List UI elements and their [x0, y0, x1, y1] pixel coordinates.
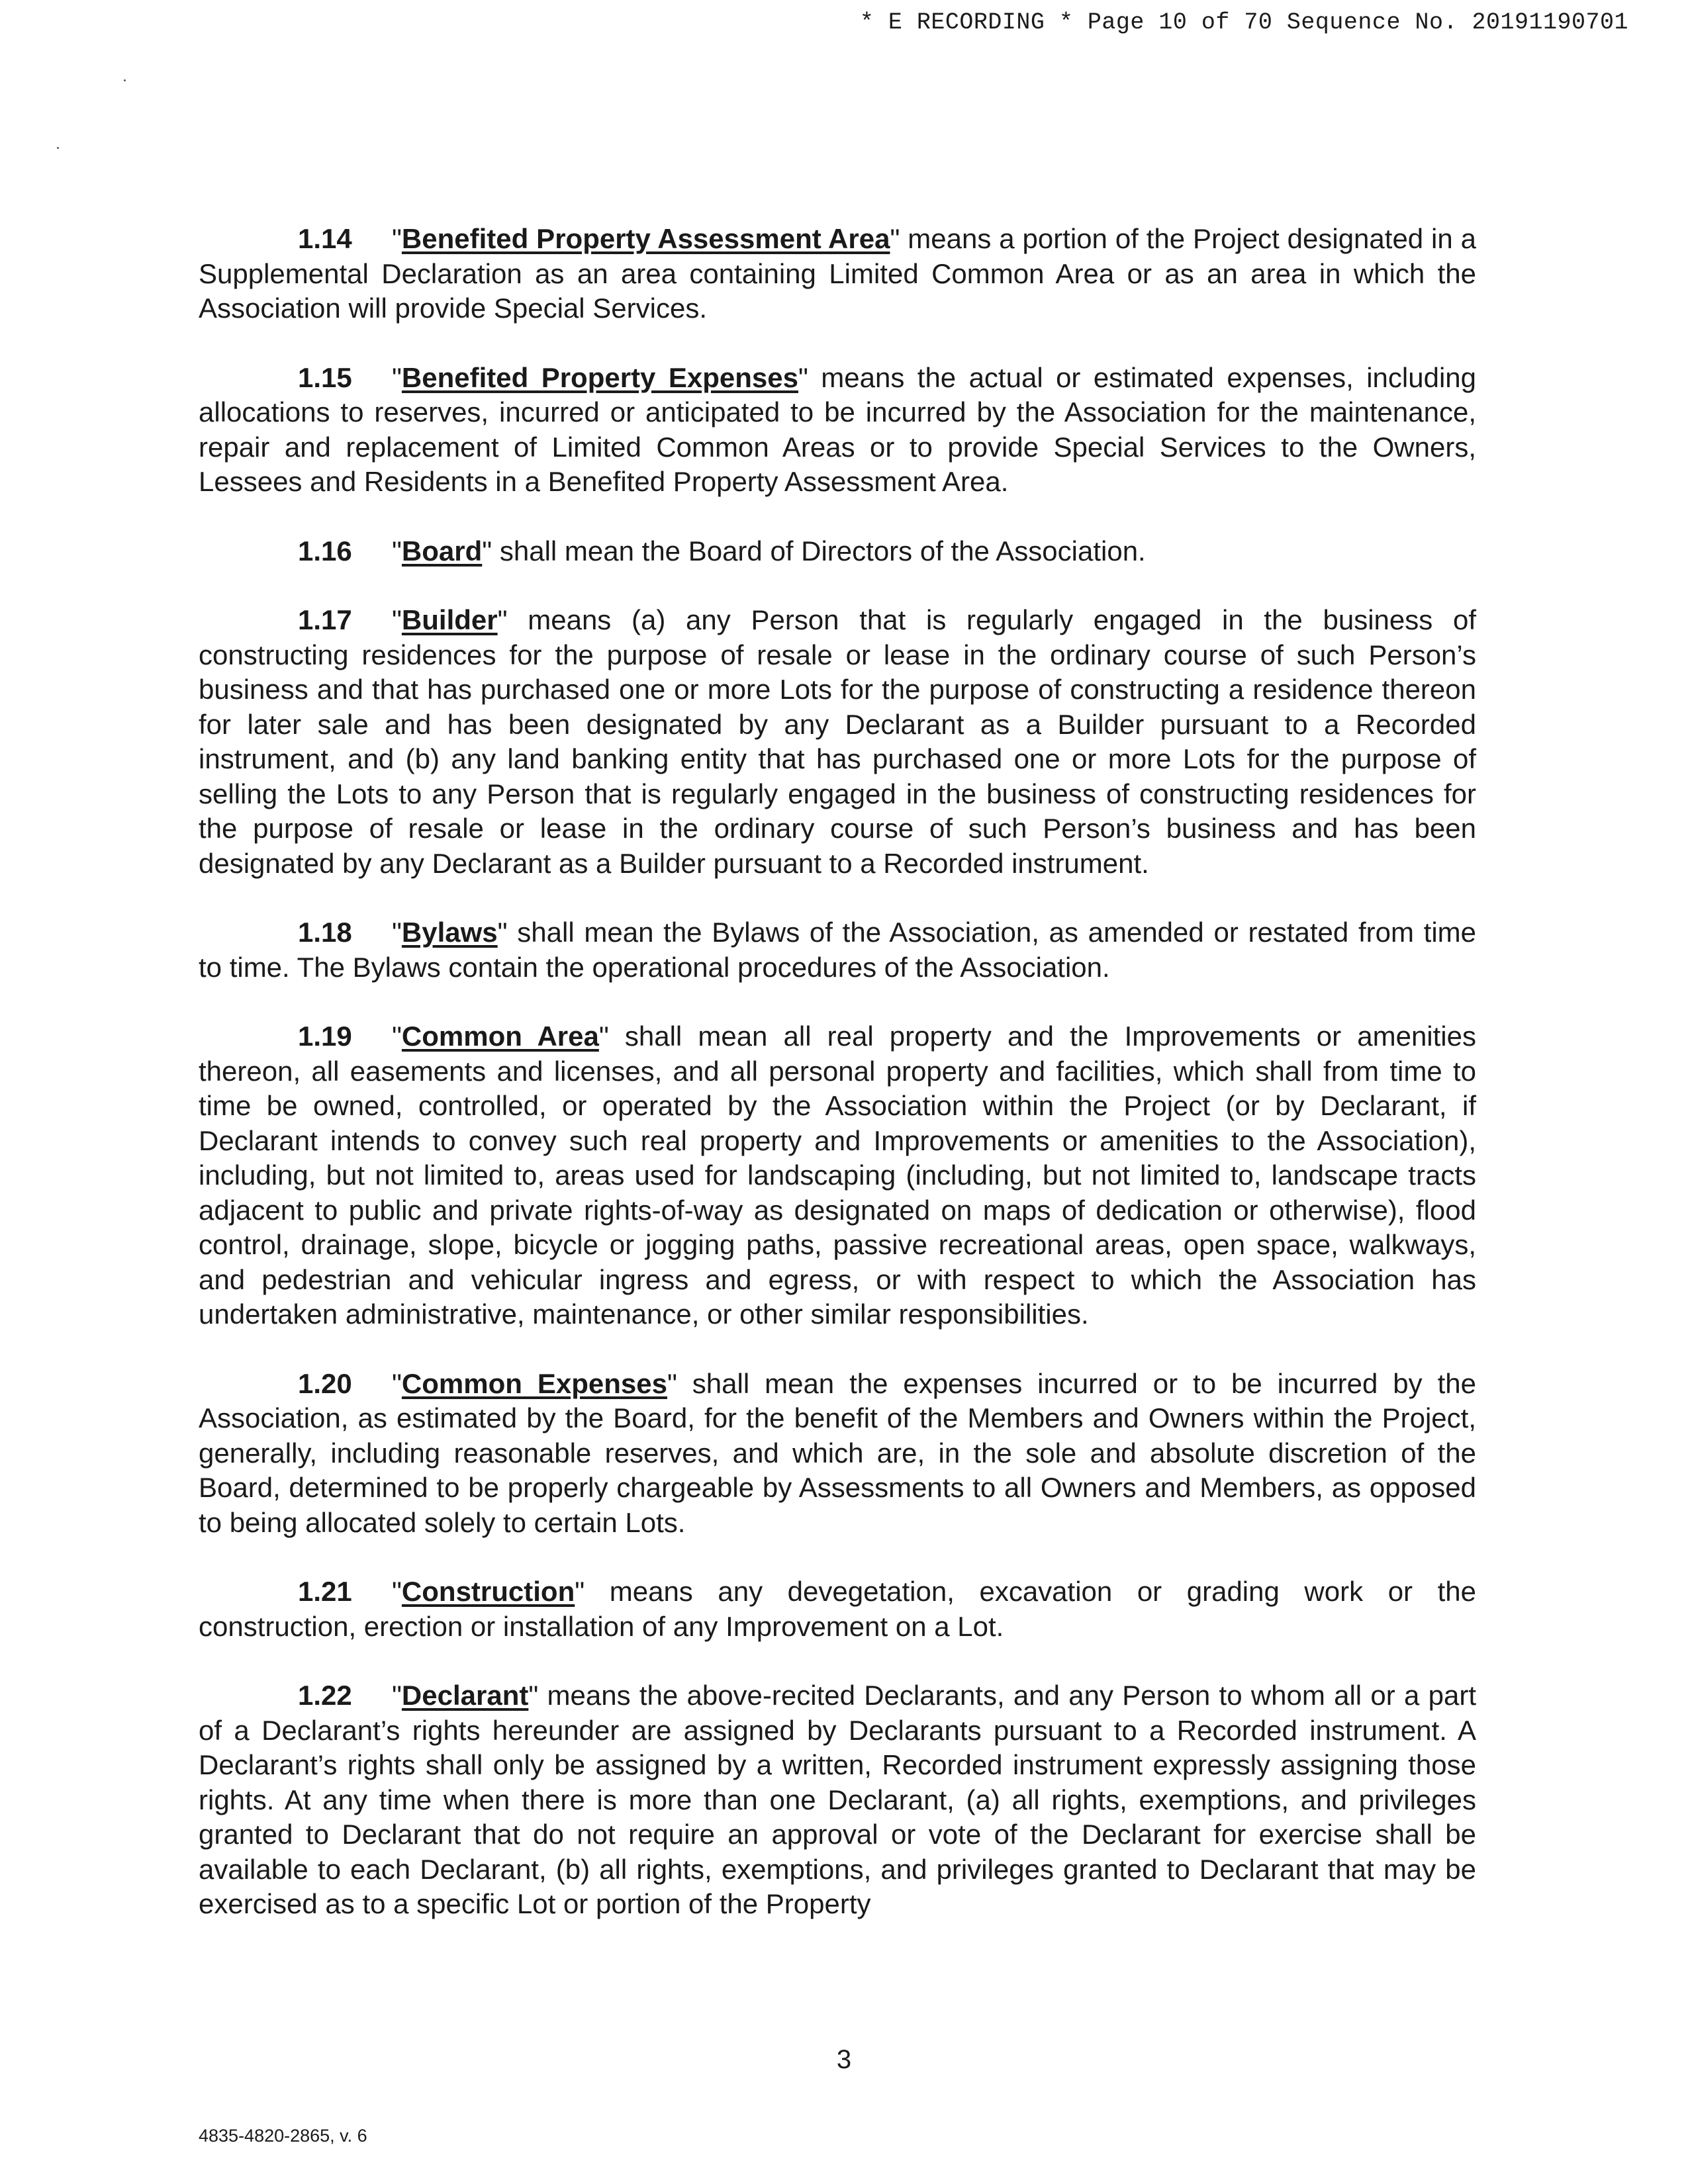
definition-text: means (a) any Person that is regularly engaged in the business of constructing residences for the purpose of resale or lease in the ordinary course of such Person’s business and that has purchased one or more Lots for the purpose of constructing a residence thereon for later sale and has been designated by any Declarant as a Builder pursuant to a Recorded instrument, and (b) any land banking entity that has purchased one or more Lots for the purpose of selling the Lots to any Person that is regularly engaged in the business of constructing residences for the purpose of resale or lease in the ordinary course of such Person’s business and has been designated by any Declarant as a Builder pursuant to a Recorded instrument.	[199, 604, 1476, 879]
document-id: 4835-4820-2865, v. 6	[199, 2126, 367, 2146]
definition-text: shall mean the Bylaws of the Association, as amended or restated from time to time. The Bylaws contain the operational procedures of the Association.	[199, 917, 1476, 983]
section-number: 1.15	[298, 361, 352, 393]
defined-term: Builder	[401, 604, 498, 635]
section-number: 1.18	[298, 917, 352, 948]
definition-text: shall mean the expenses incurred or to be incurred by the Association, as estimated by the Board, for the benefit of the Members and Owners within the Project, generally, including reasonable reserves, and which are, in the sole and absolute discretion of the Board, determined to be properly chargeable by Assessments to all Owners and Members, as opposed to being allocated solely to certain Lots.	[199, 1367, 1476, 1538]
definition-paragraph: 1.20 "Common Expenses" shall mean the expenses incurred or to be incurred by the Association, as estimated by the Board, for the benefit of the Members and Owners within the Project, generally, including reasonable reserves, and which are, in the sole and absolute discretion of the Board, determined to be properly chargeable by Assessments to all Owners and Members, as opposed to being allocated solely to certain Lots.	[199, 1367, 1476, 1538]
section-number: 1.21	[298, 1576, 352, 1607]
defined-term: Common Area	[401, 1021, 599, 1052]
defined-term: Declarant	[401, 1680, 529, 1711]
definition-text: shall mean the Board of Directors of the Association.	[492, 535, 1146, 567]
defined-term: Common Expenses	[401, 1367, 667, 1399]
scan-speck	[124, 79, 126, 81]
e-recording-header: * E RECORDING * Page 10 of 70 Sequence No. 20191190701	[859, 9, 1628, 36]
definition-paragraph: 1.18 "Bylaws" shall mean the Bylaws of the Association, as amended or restated from time to time. The Bylaws contain the operational procedures of the Association.	[199, 917, 1476, 983]
definition-text: means the actual or estimated expenses, including allocations to reserves, incurred or anticipated to be incurred by the Association for the maintenance, repair and replacement of Limited Common Areas or to provide Special Services to the Owners, Lessees and Residents in a Benefited Property Assessment Area.	[199, 361, 1476, 497]
definition-text: means any devegetation, excavation or grading work or the construction, erection or installation of any Improvement on a Lot.	[199, 1576, 1476, 1642]
definition-text: shall mean all real property and the Improvements or amenities thereon, all easements and licenses, and all personal property and facilities, which shall from time to time be owned, controlled, or operated by the Association within the Project (or by Declarant, if Declarant intends to convey such real property and Improvements or amenities to the Association), including, but not limited to, areas used for landscaping (including, but not limited to, landscape tracts adjacent to public and private rights-of-way as designated on maps of dedication or otherwise), flood control, drainage, slope, bicycle or jogging paths, passive recreational areas, open space, walkways, and pedestrian and vehicular ingress and egress, or with respect to which the Association has undertaken administrative, maintenance, or other similar responsibilities.	[199, 1021, 1476, 1330]
section-number: 1.14	[298, 223, 352, 254]
definition-paragraph: 1.15 "Benefited Property Expenses" means the actual or estimated expenses, including allocations to reserves, incurred or anticipated to be incurred by the Association for the maintenance, repair and replacement of Limited Common Areas or to provide Special Services to the Owners, Lessees and Residents in a Benefited Property Assessment Area.	[199, 361, 1476, 497]
definition-paragraph: 1.22 "Declarant" means the above-recited Declarants, and any Person to whom all or a part of a Declarant’s rights hereunder are assigned by Declarants pursuant to a Recorded instrument. A Declarant’s rights shall only be assigned by a written, Recorded instrument expressly assigning those rights. At any time when there is more than one Declarant, (a) all rights, exemptions, and privileges granted to Declarant that do not require an approval or vote of the Declarant for exercise shall be available to each Declarant, (b) all rights, exemptions, and privileges granted to Declarant that may be exercised as to a specific Lot or portion of the Property	[199, 1680, 1476, 1919]
definition-text: means the above-recited Declarants, and any Person to whom all or a part of a Declarant’s rights hereunder are assigned by Declarants pursuant to a Recorded instrument. A Declarant’s rights shall only be assigned by a written, Recorded instrument expressly assigning those rights. At any time when there is more than one Declarant, (a) all rights, exemptions, and privileges granted to Declarant that do not require an approval or vote of the Declarant for exercise shall be available to each Declarant, (b) all rights, exemptions, and privileges granted to Declarant that may be exercised as to a specific Lot or portion of the Property	[199, 1680, 1476, 1919]
defined-term: Construction	[401, 1576, 575, 1607]
definition-text: means a portion of the Project designated in a Supplemental Declaration as an area containing Limited Common Area or as an area in which the Association will provide Special Services.	[199, 223, 1477, 324]
definition-paragraph: 1.16 "Board" shall mean the Board of Directors of the Association.	[199, 534, 1476, 569]
defined-term: Board	[401, 535, 483, 567]
section-number: 1.22	[298, 1680, 352, 1711]
defined-term: Benefited Property Expenses	[401, 361, 798, 393]
section-number: 1.19	[298, 1021, 352, 1052]
scan-speck	[57, 147, 59, 149]
section-number: 1.16	[298, 535, 352, 567]
definition-paragraph: 1.19 "Common Area" shall mean all real property and the Improvements or amenities thereon, all easements and licenses, and all personal property and facilities, which shall from time to time be owned, controlled, or operated by the Association within the Project (or by Declarant, if Declarant intends to convey such real property and Improvements or amenities to the Association), including, but not limited to, areas used for landscaping (including, but not limited to, landscape tracts adjacent to public and private rights-of-way as designated on maps of dedication or otherwise), flood control, drainage, slope, bicycle or jogging paths, passive recreational areas, open space, walkways, and pedestrian and vehicular ingress and egress, or with respect to which the Association has undertaken administrative, maintenance, or other similar responsibilities.	[199, 1021, 1476, 1330]
page-number: 3	[836, 2045, 852, 2074]
defined-term: Benefited Property Assessment Area	[401, 223, 890, 254]
defined-term: Bylaws	[401, 917, 498, 948]
definition-paragraph: 1.21 "Construction" means any devegetation, excavation or grading work or the construction, erection or installation of any Improvement on a Lot.	[199, 1576, 1476, 1642]
section-number: 1.17	[298, 604, 352, 635]
definition-paragraph: 1.14 "Benefited Property Assessment Area" means a portion of the Project designated in a Supplemental Declaration as an area containing Limited Common Area or as an area in which the Association will provide Special Services.	[199, 223, 1477, 324]
definitions-body	[199, 222, 1476, 1956]
definition-paragraph: 1.17 "Builder" means (a) any Person that is regularly engaged in the business of constructing residences for the purpose of resale or lease in the ordinary course of such Person’s business and that has purchased one or more Lots for the purpose of constructing a residence thereon for later sale and has been designated by any Declarant as a Builder pursuant to a Recorded instrument, and (b) any land banking entity that has purchased one or more Lots for the purpose of selling the Lots to any Person that is regularly engaged in the business of constructing residences for the purpose of resale or lease in the ordinary course of such Person’s business and has been designated by any Declarant as a Builder pursuant to a Recorded instrument.	[199, 604, 1476, 879]
section-number: 1.20	[298, 1367, 352, 1399]
